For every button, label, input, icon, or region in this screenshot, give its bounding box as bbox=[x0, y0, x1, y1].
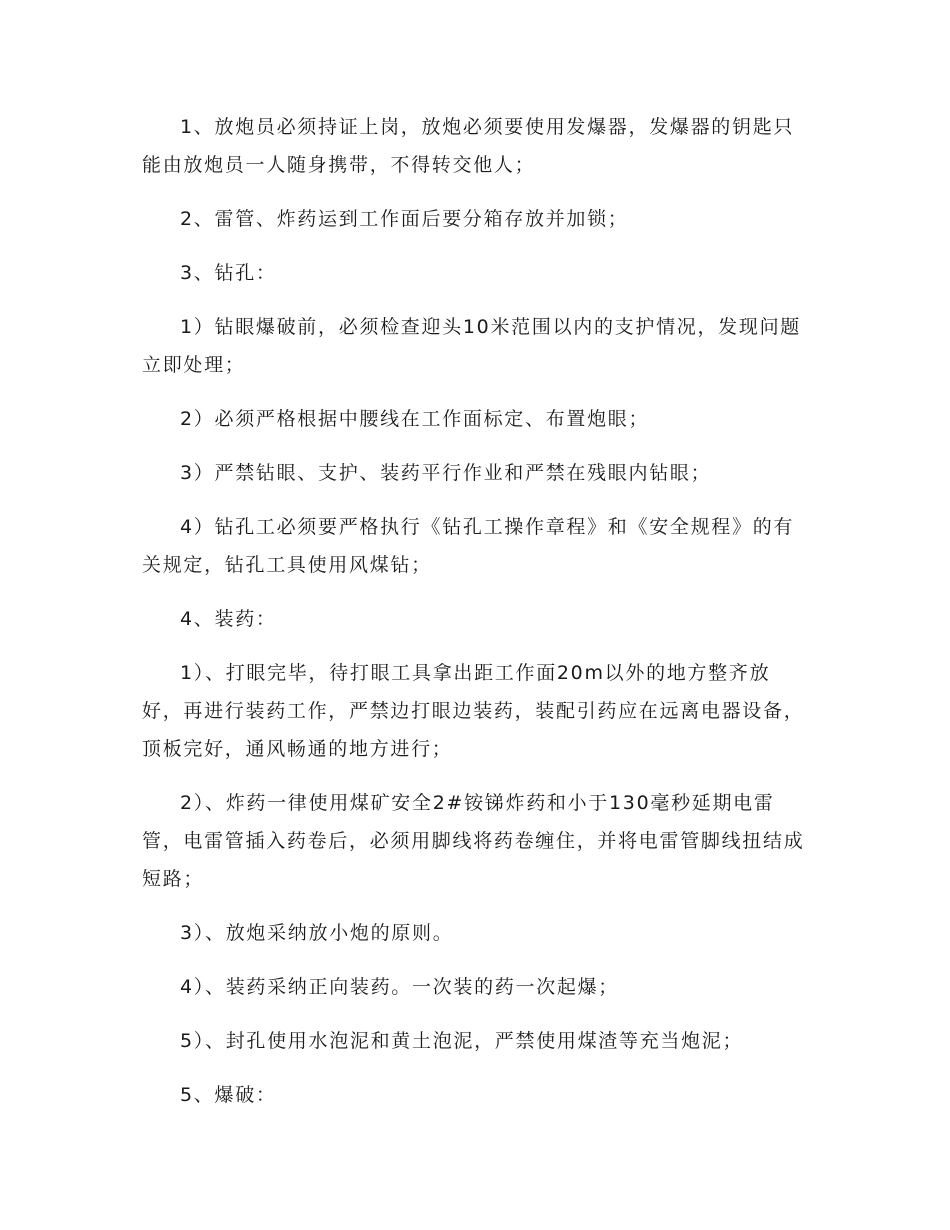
paragraph-drilling-3: 3）严禁钻眼、支护、装药平行作业和严禁在残眼内钻眼； bbox=[180, 462, 712, 484]
paragraph-drilling-2: 2）必须严格根据中腰线在工作面标定、布置炮眼； bbox=[180, 408, 650, 430]
paragraph-charging-1: 1）、打眼完毕，待打眼工具拿出距工作面20m以外的地方整齐放好，再进行装药工作，严禁边打眼边装药，装配引药应在远离电器设备，顶板完好，通风畅通的地方进行； bbox=[142, 662, 805, 760]
paragraph-drilling-1: 1）钻眼爆破前，必须检查迎头10米范围以内的支护情况，发现问题立即处理； bbox=[142, 316, 801, 376]
paragraph-charging-2: 2）、炸药一律使用煤矿安全2#铵锑炸药和小于130毫秒延期电雷管，电雷管插入药卷后，必须用脚线将药卷缠住，并将电雷管脚线扭结成短路； bbox=[142, 792, 805, 890]
paragraph-drilling-4: 4）钻孔工必须要严格执行《钻孔工操作章程》和《安全规程》的有关规定，钻孔工具使用风煤钻； bbox=[142, 516, 795, 576]
section-heading-drilling: 3、钻孔： bbox=[180, 262, 277, 284]
section-heading-blasting: 5、爆破： bbox=[180, 1084, 277, 1106]
paragraph-charging-3: 3）、放炮采纳放小炮的原则。 bbox=[180, 922, 454, 944]
paragraph-1: 1、放炮员必须持证上岗，放炮必须要使用发爆器，发爆器的钥匙只能由放炮员一人随身携带，不得转交他人； bbox=[142, 116, 795, 176]
paragraph-charging-5: 5）、封孔使用水泡泥和黄土泡泥，严禁使用煤渣等充当炮泥； bbox=[180, 1030, 744, 1052]
paragraph-2: 2、雷管、炸药运到工作面后要分箱存放并加锁； bbox=[180, 208, 629, 230]
section-heading-charging: 4、装药： bbox=[180, 608, 277, 630]
paragraph-charging-4: 4）、装药采纳正向装药。一次装的药一次起爆； bbox=[180, 976, 619, 998]
document-body bbox=[142, 108, 808, 1130]
